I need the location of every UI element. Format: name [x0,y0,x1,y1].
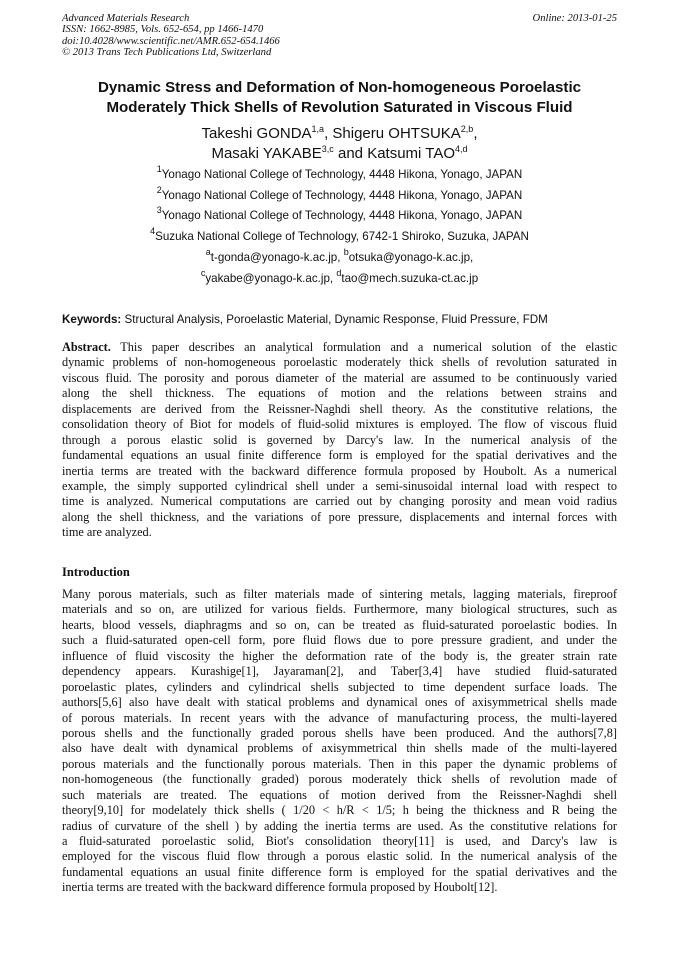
email-sup: d [336,267,342,278]
authors-row-2 [62,144,617,164]
abstract-line: viscous fluid. The porosity and porous diameter of the material are assumed to be continuously varied [62,370,617,385]
author-separator: , [324,125,333,142]
author-sup: 4,d [455,144,468,154]
intro-line: materials and so on, are utilized for various fields. Furthermore, many biological structures, such as [62,602,617,617]
abstract-line: consolidation theory of Biot for models of fluid-solid mixtures is employed. The flow of viscous fluid [62,417,617,432]
authors-row-1 [62,124,617,144]
affiliation-3 [62,206,617,227]
intro-line: such a fluid-saturated open-cell form, pore fluid flows due to pore pressure gradient, and under the [62,633,617,648]
abstract-line: example, the simply supported cylindrical shell under a semi-sinusoidal internal load with respect to [62,478,617,493]
affiliations [62,165,617,289]
affiliation-sup: 4 [150,226,156,237]
author-separator: , [473,125,478,142]
intro-line: theory[9,10] for modelately thick shells ( 1/20 < h/R < 1/5; h being the thickness and R being the [62,803,617,818]
email-row-2 [62,269,617,290]
title-line-2: Moderately Thick Shells of Revolution Saturated in Viscous Fluid [106,99,573,116]
abstract-line-text: This paper describes an analytical formulation and a numerical solution of the elastic [110,340,617,354]
keywords-text: Structural Analysis, Poroelastic Material, Dynamic Response, Fluid Pressure, FDM [121,313,548,326]
abstract-line: through a porous elastic solid is governed by Darcy's law. In the numerical analysis of the [62,432,617,447]
affiliation-text: Yonago National College of Technology, 4448 Hikona, Yonago, JAPAN [161,188,523,202]
author-sup: 1,a [311,124,325,134]
affiliation-text: Yonago National College of Technology, 4448 Hikona, Yonago, JAPAN [161,209,523,223]
intro-line: influence of fluid viscosity the higher the deformation rate of the body is, the greater strain rate [62,648,617,663]
abstract-line: inertia terms are treated with the backward difference formula proposed by Houbolt. As a numerical [62,463,617,478]
journal-name: Advanced Materials Research [62,13,190,24]
abstract-line: along the shell thickness, and the variations of pore pressure, displacements and internal forces with [62,509,617,524]
intro-line: porous materials and the functionally porous materials. Then in this paper the dynamic problems of [62,756,617,771]
affiliation-sup: 3 [156,205,162,216]
email-text: yakabe@yonago-k.ac.jp, [205,271,337,285]
doi-line: doi:10.4028/www.scientific.net/AMR.652-654.1466 [62,35,280,47]
intro-line: hearts, blood vessels, diaphragms and so on, can be treated as fluid-saturated poroelastic bodies. In [62,617,617,632]
intro-line: dependency appears. Kurashige[1], Jayaraman[2], and Taber[3,4] have studied fluid-saturated [62,664,617,679]
copyright-line: © 2013 Trans Tech Publications Ltd, Switzerland [62,47,272,59]
affiliation-1 [62,165,617,186]
email-row-1 [62,248,617,269]
affiliation-text: Suzuka National College of Technology, 6742-1 Shiroko, Suzuka, JAPAN [155,230,529,244]
author-separator: and [333,145,368,162]
email-text: otsuka@yonago-k.ac.jp, [348,250,474,264]
introduction-heading: Introduction [62,565,130,579]
intro-line: also have dealt with dynamical problems of axisymmetrical thin shells made of the multi-layered [62,741,617,756]
email-text: t-gonda@yonago-k.ac.jp, [210,250,344,264]
author-list [62,124,617,164]
title-line-1: Dynamic Stress and Deformation of Non-homogeneous Poroelastic [97,79,582,96]
author-sup: 3,c [321,144,334,154]
affiliation-sup: 2 [156,184,162,195]
author-name: Masaki YAKABE [211,145,322,162]
keywords-label: Keywords: [62,313,122,326]
abstract-line: fundamental equations an usual finite difference form is employed for the spatial derivatives and the [62,448,617,463]
abstract-label: Abstract. [62,340,111,354]
affiliation-4 [62,227,617,248]
email-text: tao@mech.suzuka-ct.ac.jp [341,271,479,285]
abstract-line: time is analyzed. Numerical computations are carried out by changing porosity and mean void radius [62,494,617,509]
keywords [62,312,617,327]
intro-line: radius of curvature of the shell ) by adding the inertia terms are used. As the constitutive relations for [62,818,617,833]
intro-line: inertia terms are treated with the backward difference formula proposed by Houbolt[12]. [62,880,498,895]
author-name: Shigeru OHTSUKA [332,125,461,142]
intro-line: such materials are treated. The equations of motion derived from the Reissner-Naghdi shell [62,787,617,802]
email-sup: c [200,267,206,278]
abstract-line: along the shell thickness. The equations of motion and the relations between strains and [62,386,617,401]
intro-line: a fluid-saturated poroelastic solid, Biot's consolidation theory[11] is used, and Darcy's law is [62,834,617,848]
abstract-line: displacements are derived from the Reissner-Naghdi shell theory. As the constitutive relations, the [62,401,617,416]
intro-line: employed for the viscous fluid flow through a porous elastic solid. In the numerical analysis of the [62,849,617,864]
author-name: Katsumi TAO [367,145,455,162]
abstract-line: time are analyzed. [62,525,152,540]
intro-line: fundamental equations an usual finite difference form is employed for the spatial derivatives and the [62,864,617,879]
intro-line: poroelastic plates, cylinders and cylindrical shells subjected to time dependent surface loads. The [62,679,617,694]
email-sup: a [205,246,211,257]
paper-title [62,78,617,118]
affiliation-2 [62,186,617,207]
affiliation-text: Yonago National College of Technology, 4448 Hikona, Yonago, JAPAN [161,168,523,181]
journal-header [62,13,617,59]
abstract-line: dynamic problems of non-homogeneous poroelastic moderately thick shells of revolution saturated in [62,355,617,370]
abstract-line [62,340,617,355]
affiliation-sup: 1 [156,164,162,174]
email-sup: b [343,246,349,257]
intro-line: authors[5,6] also have dealt with statical problems and dynamical ones of axisymmetrical shells made [62,695,617,710]
author-name: Takeshi GONDA [201,125,312,142]
intro-line: Many porous materials, such as filter materials made of sintering metals, lagging materials, fireproof [62,587,617,601]
issn-line: ISSN: 1662-8985, Vols. 652-654, pp 1466-1470 [62,24,264,36]
author-sup: 2,b [460,124,474,134]
intro-line: non-homogeneous (the functionally graded) porous moderately thick shells of revolution made of [62,772,617,787]
intro-line: porous shells and the functionally graded porous shells have been produced. And the authors[7,8] [62,725,617,740]
intro-line: of porous materials. In recent years with the advance of manufacturing process, the multi-layered [62,710,617,725]
online-date: Online: 2013-01-25 [532,13,617,24]
introduction-body [62,587,617,896]
abstract [62,340,617,541]
